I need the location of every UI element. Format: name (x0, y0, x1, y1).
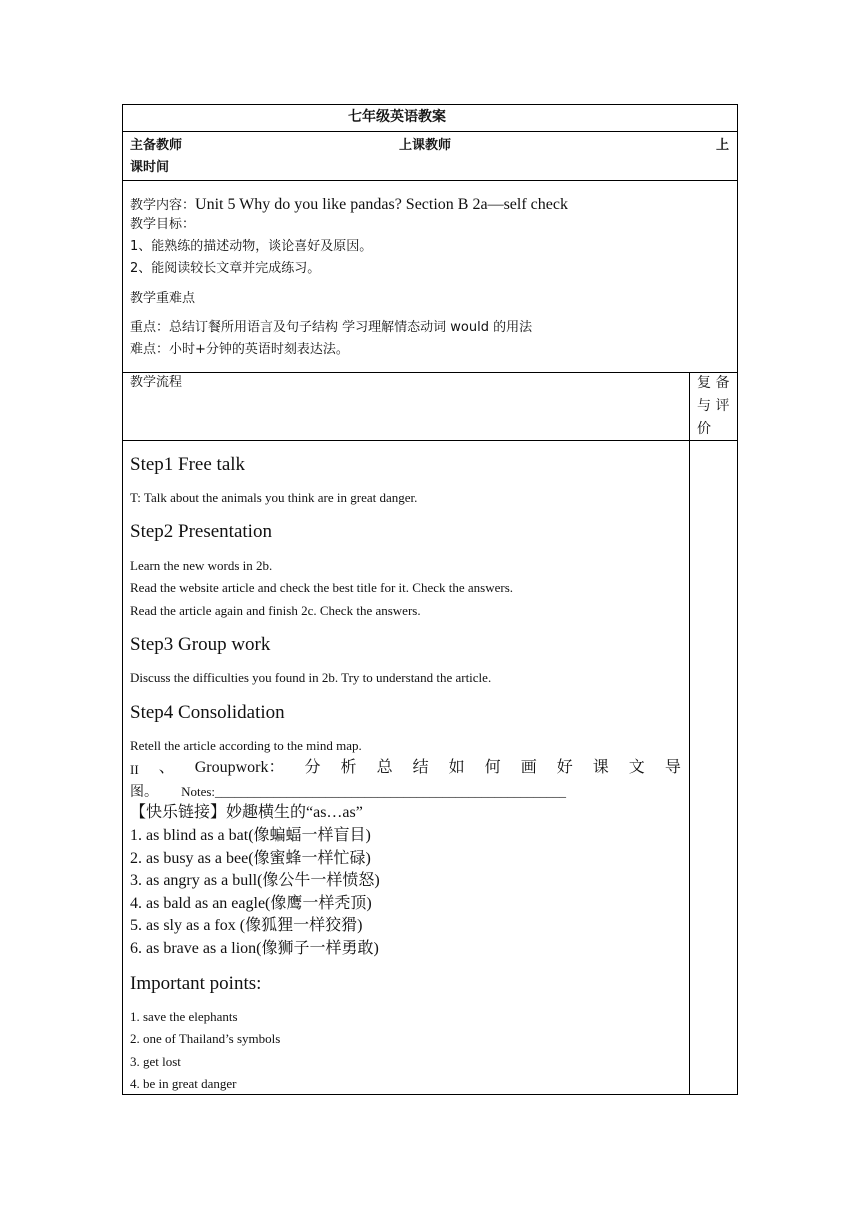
groupwork-line-2 (130, 783, 566, 799)
groupwork-token: 何 (484, 759, 501, 776)
row-divider-4 (122, 440, 738, 441)
happy-link-title: 【快乐链接】妙趣横生的“as…as” (130, 804, 363, 821)
groupwork-token: 好 (556, 759, 573, 776)
groupwork-token: 文 (628, 759, 645, 776)
groupwork-token: 结 (412, 759, 429, 776)
step1-heading: Step1 Free talk (130, 454, 246, 475)
page-title: 七年级英语教案 (348, 109, 446, 125)
difficulty-label: 教学重难点 (130, 291, 196, 306)
goal-2: 2、能阅读较长文章并完成练习。 (130, 261, 321, 276)
step3-line-1: Discuss the difficulties you found in 2b. Try to understand the article. (130, 670, 492, 685)
step2-line-3: Read the article again and finish 2c. Check the answers. (130, 603, 421, 618)
notes-blank-field[interactable]: ______________________________________________________ (215, 784, 567, 799)
groupwork-token: 总 (376, 759, 393, 776)
class-time-label-part1: 上 (716, 138, 730, 153)
difficult-points: 难点：小时+分钟的英语时刻表达法。 (130, 342, 349, 357)
happy-link-item-6: 6. as brave as a lion(像狮子一样勇敢) (130, 940, 379, 957)
happy-link-item-3: 3. as angry as a bull(像公牛一样愤怒) (130, 872, 380, 889)
important-item-1: 1. save the elephants (130, 1009, 238, 1024)
table-border-left (122, 104, 123, 1094)
goals-label: 教学目标： (130, 217, 196, 232)
content-value: Unit 5 Why do you like pandas? Section B 2a—self check (195, 196, 568, 213)
table-border-bottom (122, 1094, 738, 1095)
happy-link-item-1: 1. as blind as a bat(像蝙蝠一样盲目) (130, 827, 371, 844)
groupwork-token: 分 (304, 759, 321, 776)
table-border-top (122, 104, 738, 105)
goal-1: 1、能熟练的描述动物，谈论喜好及原因。 (130, 239, 373, 254)
groupwork-token: 如 (448, 759, 465, 776)
review-column-divider (689, 372, 690, 1094)
groupwork-token: 画 (520, 759, 537, 776)
row-divider-2 (122, 180, 738, 181)
teacher-label: 上课教师 (399, 138, 452, 153)
row-divider-3 (122, 372, 738, 373)
important-item-3: 3. get lost (130, 1054, 181, 1069)
review-label-3: 价 (697, 421, 711, 437)
notes-label: Notes: (181, 784, 216, 799)
key-points: 重点：总结订餐所用语言及句子结构 学习理解情态动词 would 的用法 (130, 320, 533, 335)
happy-link-item-2: 2. as busy as a bee(像蜜蜂一样忙碌) (130, 850, 371, 867)
step2-line-1: Learn the new words in 2b. (130, 558, 273, 573)
lead-teacher-label: 主备教师 (130, 138, 183, 153)
row-divider-1 (122, 131, 738, 132)
table-border-right (737, 104, 738, 1094)
class-time-label-part2: 课时间 (130, 160, 170, 175)
groupwork-line2-prefix: 图。 (130, 784, 158, 800)
groupwork-line (130, 760, 681, 776)
groupwork-token: 析 (340, 759, 357, 776)
step4-heading: Step4 Consolidation (130, 702, 285, 723)
happy-link-item-5: 5. as sly as a fox (像狐狸一样狡猾) (130, 917, 363, 934)
step4-line-1: Retell the article according to the mind map. (130, 738, 362, 753)
important-item-2: 2. one of Thailand’s symbols (130, 1031, 281, 1046)
important-heading: Important points: (130, 973, 262, 994)
teaching-content (130, 194, 568, 214)
groupwork-token: II (130, 762, 139, 777)
step1-line-1: T: Talk about the animals you think are in great danger. (130, 490, 418, 505)
step2-heading: Step2 Presentation (130, 521, 272, 542)
review-label-1: 复 备 (697, 375, 730, 391)
groupwork-token: 课 (592, 759, 609, 776)
step3-heading: Step3 Group work (130, 634, 271, 655)
groupwork-token: 导 (664, 759, 681, 776)
important-item-4: 4. be in great danger (130, 1076, 237, 1091)
groupwork-token: Groupwork： (194, 759, 285, 776)
review-label-2: 与 评 (697, 398, 730, 414)
process-label: 教学流程 (130, 375, 183, 390)
content-label: 教学内容： (130, 198, 196, 213)
step2-line-2: Read the website article and check the best title for it. Check the answers. (130, 580, 513, 595)
happy-link-item-4: 4. as bald as an eagle(像鹰一样秃顶) (130, 895, 372, 912)
groupwork-token: 、 (158, 759, 175, 776)
